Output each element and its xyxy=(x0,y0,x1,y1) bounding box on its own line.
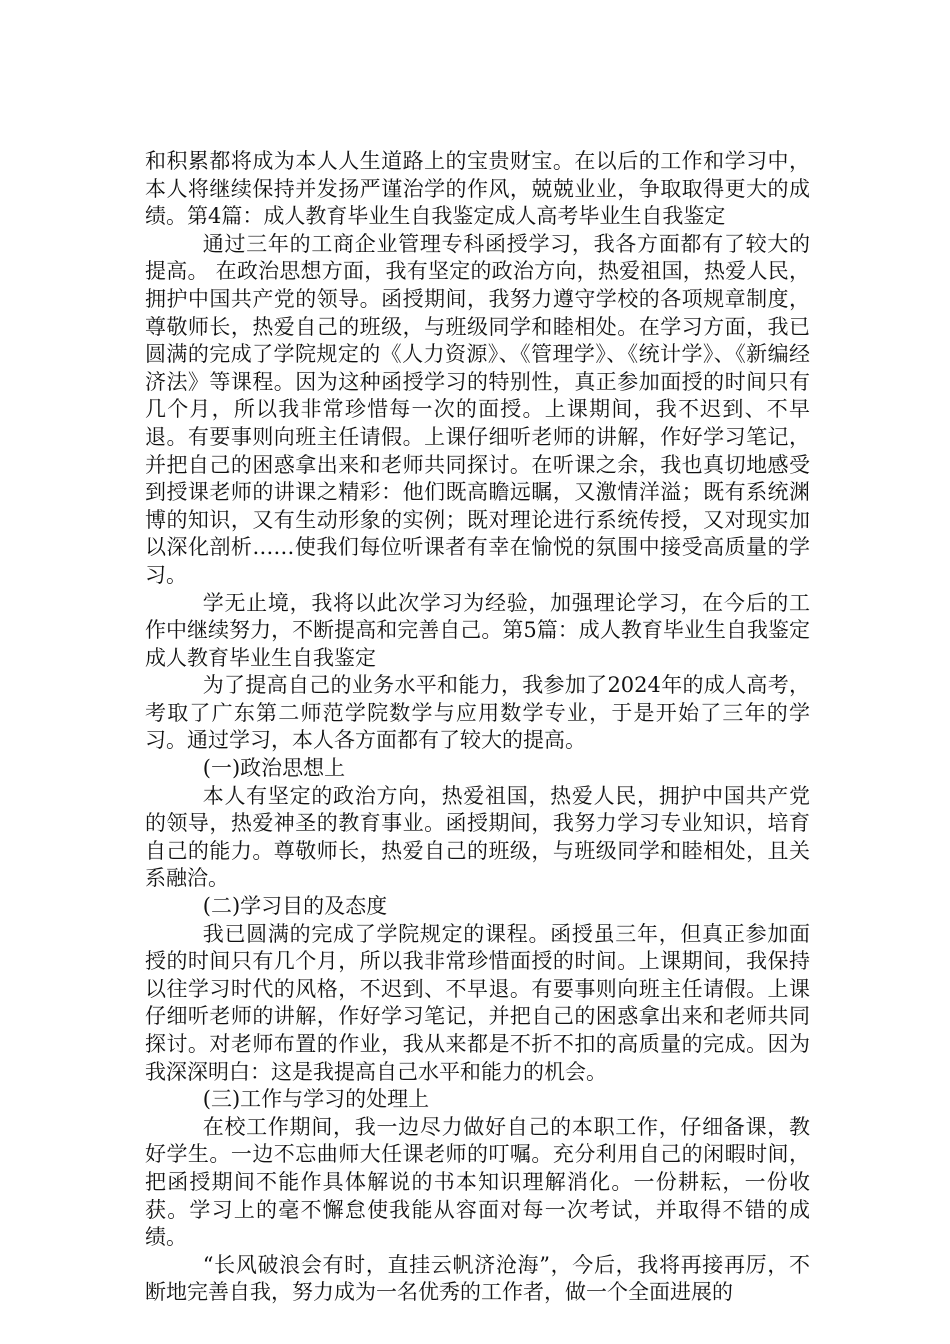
paragraph-work-study: 在校工作期间，我一边尽力做好自己的本职工作，仔细备课，教好学生。一边不忘曲师大任课老师的叮嘱。充分利用自己的闲暇时间，把函授期间不能作具体解说的书本知识理解消化。一份耕耘，一份收获。学习上的毫不懈怠使我能从容面对每一次考试，并取得不错的成绩。 xyxy=(145,1114,810,1250)
paragraph-study-attitude: 我已圆满的完成了学院规定的课程。函授虽三年，但真正参加面授的时间只有几个月，所以我非常珍惜面授的时间。上课期间，我保持以往学习时代的风格，不迟到、不早退。有要事则向班主任请假。上课仔细听老师的讲解，作好学习笔记，并把自己的困惑拿出来和老师共同探讨。对老师布置的作业，我从来都是不折不扣的高质量的完成。因为我深深明白：这是我提高自己水平和能力的机会。 xyxy=(145,921,810,1084)
section-heading-study-attitude: (二)学习目的及态度 xyxy=(202,894,388,919)
paragraph-3: 学无止境，我将以此次学习为经验，加强理论学习，在今后的工作中继续努力，不断提高和完善自己。第5篇：成人教育毕业生自我鉴定成人教育毕业生自我鉴定 xyxy=(145,590,810,670)
paragraph-2: 通过三年的工商企业管理专科函授学习，我各方面都有了较大的提高。 在政治思想方面，我有坚定的政治方向，热爱祖国，热爱人民，拥护中国共产党的领导。函授期间，我努力遵守学校的各项规章制度，尊敬师长，热爱自己的班级，与班级同学和睦相处。在学习方面，我已圆满的完成了学院规定的《人力资源》、《管理学》、《统计学》、《新编经济法》等课程。因为这种函授学习的特别性，真正参加面授的时间只有几个月，所以我非常珍惜每一次的面授。上课期间，我不迟到、不早退。有要事则向班主任请假。上课仔细听老师的讲解，作好学习笔记，并把自己的困惑拿出来和老师共同探讨。在听课之余，我也真切地感受到授课老师的讲课之精彩：他们既高瞻远瞩，又激情洋溢；既有系统渊博的知识，又有生动形象的实例；既对理论进行系统传授，又对现实加以深化剖析……使我们每位听课者有幸在愉悦的氛围中接受高质量的学习。 xyxy=(145,231,810,587)
section-heading-work-study: (三)工作与学习的处理上 xyxy=(202,1087,430,1112)
paragraph-closing: “长风破浪会有时，直挂云帆济沧海”，今后，我将再接再厉，不断地完善自我，努力成为一名优秀的工作者，做一个全面进展的 xyxy=(145,1252,810,1305)
section-heading-political: (一)政治思想上 xyxy=(202,756,346,781)
paragraph-political: 本人有坚定的政治方向，热爱祖国，热爱人民，拥护中国共产党的领导，热爱神圣的教育事业。函授期间，我努力学习专业知识，培育自己的能力。尊敬师长，热爱自己的班级，与班级同学和睦相处，且关系融洽。 xyxy=(145,783,810,891)
paragraph-4: 为了提高自己的业务水平和能力，我参加了2024年的成人高考，考取了广东第二师范学院数学与应用数学专业，于是开始了三年的学习。通过学习，本人各方面都有了较大的提高。 xyxy=(145,673,810,753)
paragraph-1: 和积累都将成为本人人生道路上的宝贵财宝。在以后的工作和学习中，本人将继续保持并发扬严谨治学的作风，兢兢业业，争取取得更大的成绩。第4篇：成人教育毕业生自我鉴定成人高考毕业生自我鉴定 xyxy=(145,149,810,229)
document-body xyxy=(145,148,810,1307)
